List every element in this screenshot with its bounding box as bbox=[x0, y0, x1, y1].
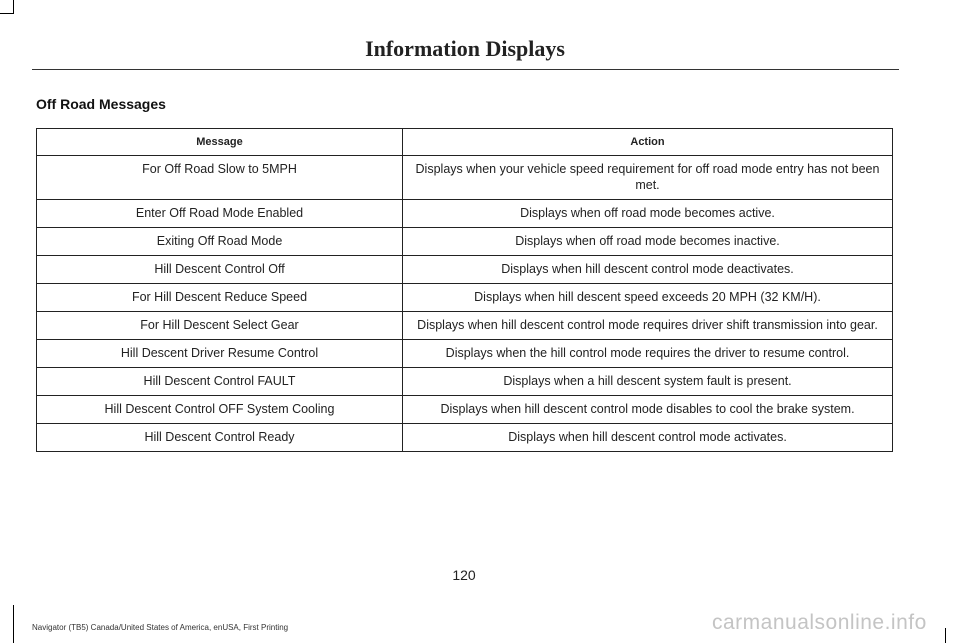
action-cell: Displays when hill descent control mode requires driver shift transmission into gear. bbox=[403, 312, 893, 340]
page-number: 120 bbox=[452, 567, 476, 583]
column-header-message: Message bbox=[37, 129, 403, 156]
message-cell: Enter Off Road Mode Enabled bbox=[37, 200, 403, 228]
table-row bbox=[37, 156, 893, 200]
table-row bbox=[37, 396, 893, 424]
action-cell: Displays when hill descent speed exceeds 20 MPH (32 KM/H). bbox=[403, 284, 893, 312]
action-cell: Displays when hill descent control mode activates. bbox=[403, 424, 893, 452]
action-cell: Displays when off road mode becomes active. bbox=[403, 200, 893, 228]
watermark: carmanualsonline.info bbox=[712, 611, 927, 634]
action-cell: Displays when your vehicle speed requirement for off road mode entry has not been met. bbox=[403, 156, 893, 200]
action-cell: Displays when hill descent control mode disables to cool the brake system. bbox=[403, 396, 893, 424]
message-cell: Hill Descent Control OFF System Cooling bbox=[37, 396, 403, 424]
table-row bbox=[37, 312, 893, 340]
table-header-row bbox=[37, 129, 893, 156]
message-cell: For Hill Descent Select Gear bbox=[37, 312, 403, 340]
crop-mark-bottom-right-vertical bbox=[945, 628, 946, 643]
action-cell: Displays when a hill descent system fault is present. bbox=[403, 368, 893, 396]
message-cell: Hill Descent Control Off bbox=[37, 256, 403, 284]
crop-mark-bottom-left-vertical bbox=[13, 605, 14, 643]
table-row bbox=[37, 368, 893, 396]
table-row bbox=[37, 284, 893, 312]
off-road-messages-table bbox=[36, 128, 893, 452]
table-row bbox=[37, 228, 893, 256]
page-title: Information Displays bbox=[365, 36, 565, 61]
message-cell: Hill Descent Driver Resume Control bbox=[37, 340, 403, 368]
message-cell: Hill Descent Control Ready bbox=[37, 424, 403, 452]
action-cell: Displays when the hill control mode requires the driver to resume control. bbox=[403, 340, 893, 368]
message-cell: For Hill Descent Reduce Speed bbox=[37, 284, 403, 312]
table-row bbox=[37, 424, 893, 452]
crop-mark-top-left-horizontal bbox=[0, 13, 14, 14]
message-cell: For Off Road Slow to 5MPH bbox=[37, 156, 403, 200]
table-row bbox=[37, 200, 893, 228]
title-divider bbox=[32, 69, 899, 70]
section-heading: Off Road Messages bbox=[36, 96, 166, 112]
message-cell: Hill Descent Control FAULT bbox=[37, 368, 403, 396]
action-cell: Displays when off road mode becomes inactive. bbox=[403, 228, 893, 256]
table-row bbox=[37, 340, 893, 368]
message-cell: Exiting Off Road Mode bbox=[37, 228, 403, 256]
crop-mark-top-left-vertical bbox=[13, 0, 14, 14]
footer-note: Navigator (TB5) Canada/United States of America, enUSA, First Printing bbox=[32, 623, 289, 632]
action-cell: Displays when hill descent control mode deactivates. bbox=[403, 256, 893, 284]
table-row bbox=[37, 256, 893, 284]
column-header-action: Action bbox=[403, 129, 893, 156]
